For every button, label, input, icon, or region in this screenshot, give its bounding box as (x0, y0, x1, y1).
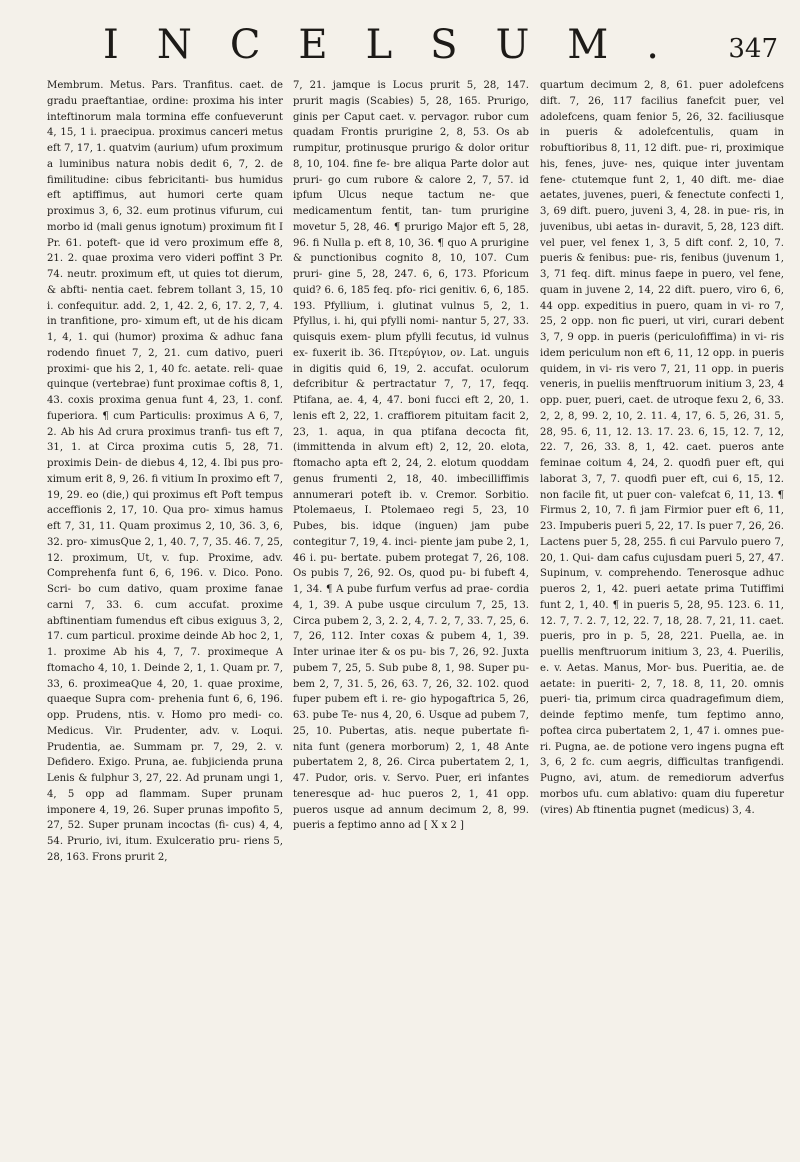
column-text: quartum decimum 2, 8, 61. puer adolefcens dift. 7, 26, 117 facilius fanefcit puer, vel adolefcens, quam fenior 5, 26, 32. faciliusque in pueris & adolefcentulis, quam in robuftioribus 8, 11, 12 dift. pue- ri, proximique his, fenes, juve- nes, quique inter juventam fene- ctutemque funt 2, 1, 40 dift. me- diae aetates, juvenes, pueri, & fenectute confecti 1, 3, 69 dift. puero, juveni 3, 4, 28. in pue- ris, in juvenibus, ubi aetas in- duravit, 5, 28, 123 dift. vel puer, vel fenex 1, 3, 5 dift conf. 2, 10, 7. pueris & fenibus: pue- ris, fenibus (juvenum 1, 3, 71 feq. dift. minus faepe in puero, vel fene, quam in juvene 2, 14, 22 dift. puero, viro 6, 6, 44 opp. expeditius in puero, quam in vi- ro 7, 25, 2 opp. non fic pueri, ut viri, curari debent 3, 7, 9 opp. in pueris (periculofiffima) in vi- ris idem periculum non eft 6, 11, 12 opp. in pueris quidem, in vi- ris vero 7, 21, 11 opp. in pueris veneris, in pueliis menftruorum initium 3, 23, 4 opp. puer, pueri, caet. de utroque fexu 2, 6, 33. 2, 2, 8, 99. 2, 10, 2. 11. 4, 17, 6. 5, 26, 31. 5, 28, 95. 6, 11, 12. 13. 17. 23. 6, 15, 12. 7, 12, 22. 7, 26, 33. 8, 1, 42. caet. pueros ante feminae coitum 4, 24, 2. quodfi puer eft, qui laborat 3, 7, 7. quodfi puer eft, cui 6, 15, 12. non facile fit, ut puer con- valefcat 6, 11, 13. ¶ Firmus 2, 10, 7. fi jam Firmior puer eft 6, 11, 23. Impuberis pueri 5, 22, 17. Is puer 7, 26, 26. Lactens puer 5, 28, 255. fi cui Parvulo puero 7, 20, 1. Qui- dam cafus cujusdam pueri 5, 27, 47. Supinum, v. comprehendo. Tenerosque adhuc pueros 2, 1, 42. pueri aetate prima Tutiffimi funt 2, 1, 40. ¶ in pueris 5, 28, 95. 123. 6. 11, 12. 7, 7. 2. 7, 12, 22. 7, 18, 28. 7, 21, 11. caet. pueris, pro in p. 5, 28, 221. Puella, ae. in puellis menftruorum initium 3, 23, 4. Puerilis, e. v. Aetas. Manus, Mor- bus. Pueritia, ae. de aetate: in pueriti- 2, 7, 18. 8, 11, 20. omnis pueri- tia, primum circa quadragefimum diem, deinde feptimo menfe, tum feptimo anno, poftea circa pubertatem 2, 1, 47 i. omnes pue- ri. Pugna, ae. de potione vero ingens pugna eft 3, 6, 2 fc. cum aegris, difficultas tranfigendi. Pugno, avi, atum. de remediorum adverfus morbos ufu. cum ablativo: quam diu fuperetur (vires) Ab ftinentia pugnet (medicus) 3, 4. (540, 80, 784, 816)
page-number: 347 (728, 34, 778, 64)
page-header (0, 8, 800, 68)
index-column-2 (293, 78, 529, 1152)
running-head: INCELSUM. (103, 22, 697, 68)
column-text: 7, 21. jamque is Locus prurit 5, 28, 147. prurit magis (Scabies) 5, 28, 165. Prurigo, ginis per Caput caet. v. pervagor. rubor cum quadam Frontis prurigine 2, 8, 53. Os ab rumpitur, protinusque prurigo & dolor oritur 8, 10, 104. fine fe- bre aliqua Parte dolor aut pruri- go cum rubore & calore 2, 7, 57. id ipfum Ulcus neque tactum ne- que medicamentum fentit, tan- tum prurigine movetur 5, 28, 46. ¶ prurigo Major eft 5, 28, 96. fi Nulla p. eft 8, 10, 36. ¶ quo A prurigine & punctionibus cognito 8, 10, 107. Cum pruri- gine 5, 28, 247. 6, 6, 173. Pforicum quid? 6. 6, 185 feq. pfo- rici genitiv. 6, 6, 185. 193. Pfyllium, i. glutinat vulnus 5, 2, 1. Pfyllus, i. hi, qui pfylli nomi- nantur 5, 27, 33. quisquis exem- plum pfylli fecutus, id vulnus ex- fuxerit ib. 36. Πτερύγιον, ον. Lat. unguis in digitis quid 6, 19, 2. accufat. oculorum defcribitur & pertractatur 7, 7, 17, feqq. Ptifana, ae. 4, 4, 47. boni fucci eft 2, 20, 1. lenis eft 2, 22, 1. craffiorem pituitam facit 2, 23, 1. aqua, in qua ptifana decocta fit, (immittenda in alvum eft) 2, 12, 20. elota, ftomacho apta eft 2, 24, 2. elotum quoddam genus frumenti 2, 18, 40. imbecilliffimis annumerari poteft ib. v. Cremor. Sorbitio. Ptolemaeus, I. Ptolemaeo regi 5, 23, 10 Pubes, bis. idque (inguen) jam pube contegitur 7, 19, 4. inci- piente jam pube 2, 1, 46 i. pu- bertate. pubem protegat 7, 26, 108. Os pubis 7, 26, 92. Os, quod pu- bi fubeft 4, 1, 34. ¶ A pube furfum verfus ad prae- cordia 4, 1, 39. A pube usque circulum 7, 25, 13. Circa pubem 2, 3, 2. 2, 4, 7. 2, 7, 33. 7, 25, 6. 7, 26, 112. Inter coxas & pubem 4, 1, 39. Inter urinae iter & os pu- bis 7, 26, 92. Juxta pubem 7, 25, 5. Sub pube 8, 1, 98. Super pu- bem 2, 7, 31. 5, 26, 63. 7, 26, 32. 102. quod fuper pubem eft i. re- gio hypogaftrica 5, 26, 63. pube Te- nus 4, 20, 6. Usque ad pubem 7, 25, 10. Pubertas, atis. neque pubertate fi- nita funt (genera morborum) 2, 1, 48 Ante pubertatem 2, 8, 26. Circa pubertatem 2, 1, 47. Pudor, oris. v. Servo. Puer, eri infantes teneresque ad- huc pueros 2, 1, 41 opp. pueros usque ad annum decimum 2, 8, 99. pueris a feptimo anno ad [ X x 2 ] (293, 80, 529, 832)
index-column-1 (47, 78, 283, 1152)
index-column-3 (540, 78, 784, 1152)
column-text: Membrum. Metus. Pars. Tranfitus. caet. de gradu praeftantiae, ordine: proxima his inter inteftinorum mala tormina effe confueverunt 4, 15, 1 i. praecipua. proximus canceri metus eft 7, 17, 1. quatvim (aurium) ufum proximum a luminibus natura nobis dedit 6, 7, 2. de fimilitudine: cibus febricitanti- bus humidus eft aptiffimus, aut humori certe quam proximus 3, 6, 32. eum protinus vifurum, cui morbo id (mali genus ignotum) proximum fit I Pr. 61. poteft- que id vero proximum effe 8, 21. 2. quae proxima vero videri poffint 3 Pr. 74. neutr. proximum eft, ut quies tot dierum, & abfti- nentia caet. febrem tollant 3, 15, 10 i. confequitur. add. 2, 1, 42. 2, 6, 17. 2, 7, 4. in tranfitione, pro- ximum eft, ut de his dicam 1, 4, 1. qui (humor) proxima & adhuc fana rodendo finuet 7, 2, 21. cum dativo, pueri proximi- que his 2, 1, 40 fc. aetate. reli- quae quinque (vertebrae) funt proximae coftis 8, 1, 43. coxis proxima genua funt 4, 23, 1. conf. fuperiora. ¶ cum Particulis: proximus A 6, 7, 2. Ab his Ad crura proximus tranfi- tus eft 7, 31, 1. at Circa proxima cutis 5, 28, 71. proximis Dein- de diebus 4, 12, 4. Ibi pus pro- ximum erit 8, 9, 26. fi vitium In proximo eft 7, 19, 29. eo (die,) qui proximus eft Poft tempus acceffionis 2, 17, 10. Qua pro- ximus hamus eft 7, 31, 11. Quam proximus 2, 10, 36. 3, 6, 32. pro- ximusQue 2, 1, 40. 7, 7, 35. 46. 7, 25, 12. proximum, Ut, v. fup. Proxime, adv. Comprehenfa funt 6, 6, 196. v. Dico. Pono. Scri- bo cum dativo, quam proxime fanae carni 7, 33. 6. cum accufat. proxime abftinentiam fumendus eft cibus exiguus 3, 2, 17. cum particul. proxime deinde Ab hoc 2, 1, 1. proxime Ab his 4, 7, 7. proximeque A ftomacho 4, 10, 1. Deinde 2, 1, 1. Quam pr. 7, 33, 6. proximeaQue 4, 20, 1. quae proxime, quaeque Supra com- prehenia funt 6, 6, 196. opp. Prudens, ntis. v. Homo pro medi- co. Medicus. Vir. Prudenter, adv. v. Loqui. Prudentia, ae. Summam pr. 7, 29, 2. v. Defidero. Exigo. Pruna, ae. fubjicienda pruna Lenis & fulphur 3, 27, 22. Ad prunam ungi 1, 4, 5 opp ad flammam. Super prunam imponere 4, 19, 26. Super prunas impofito 5, 27, 52. Super prunam incoctas (fi- cus) 4, 4, 54. Prurio, ivi, itum. Exulceratio pru- riens 5, 28, 163. Frons prurit 2, (47, 80, 283, 863)
